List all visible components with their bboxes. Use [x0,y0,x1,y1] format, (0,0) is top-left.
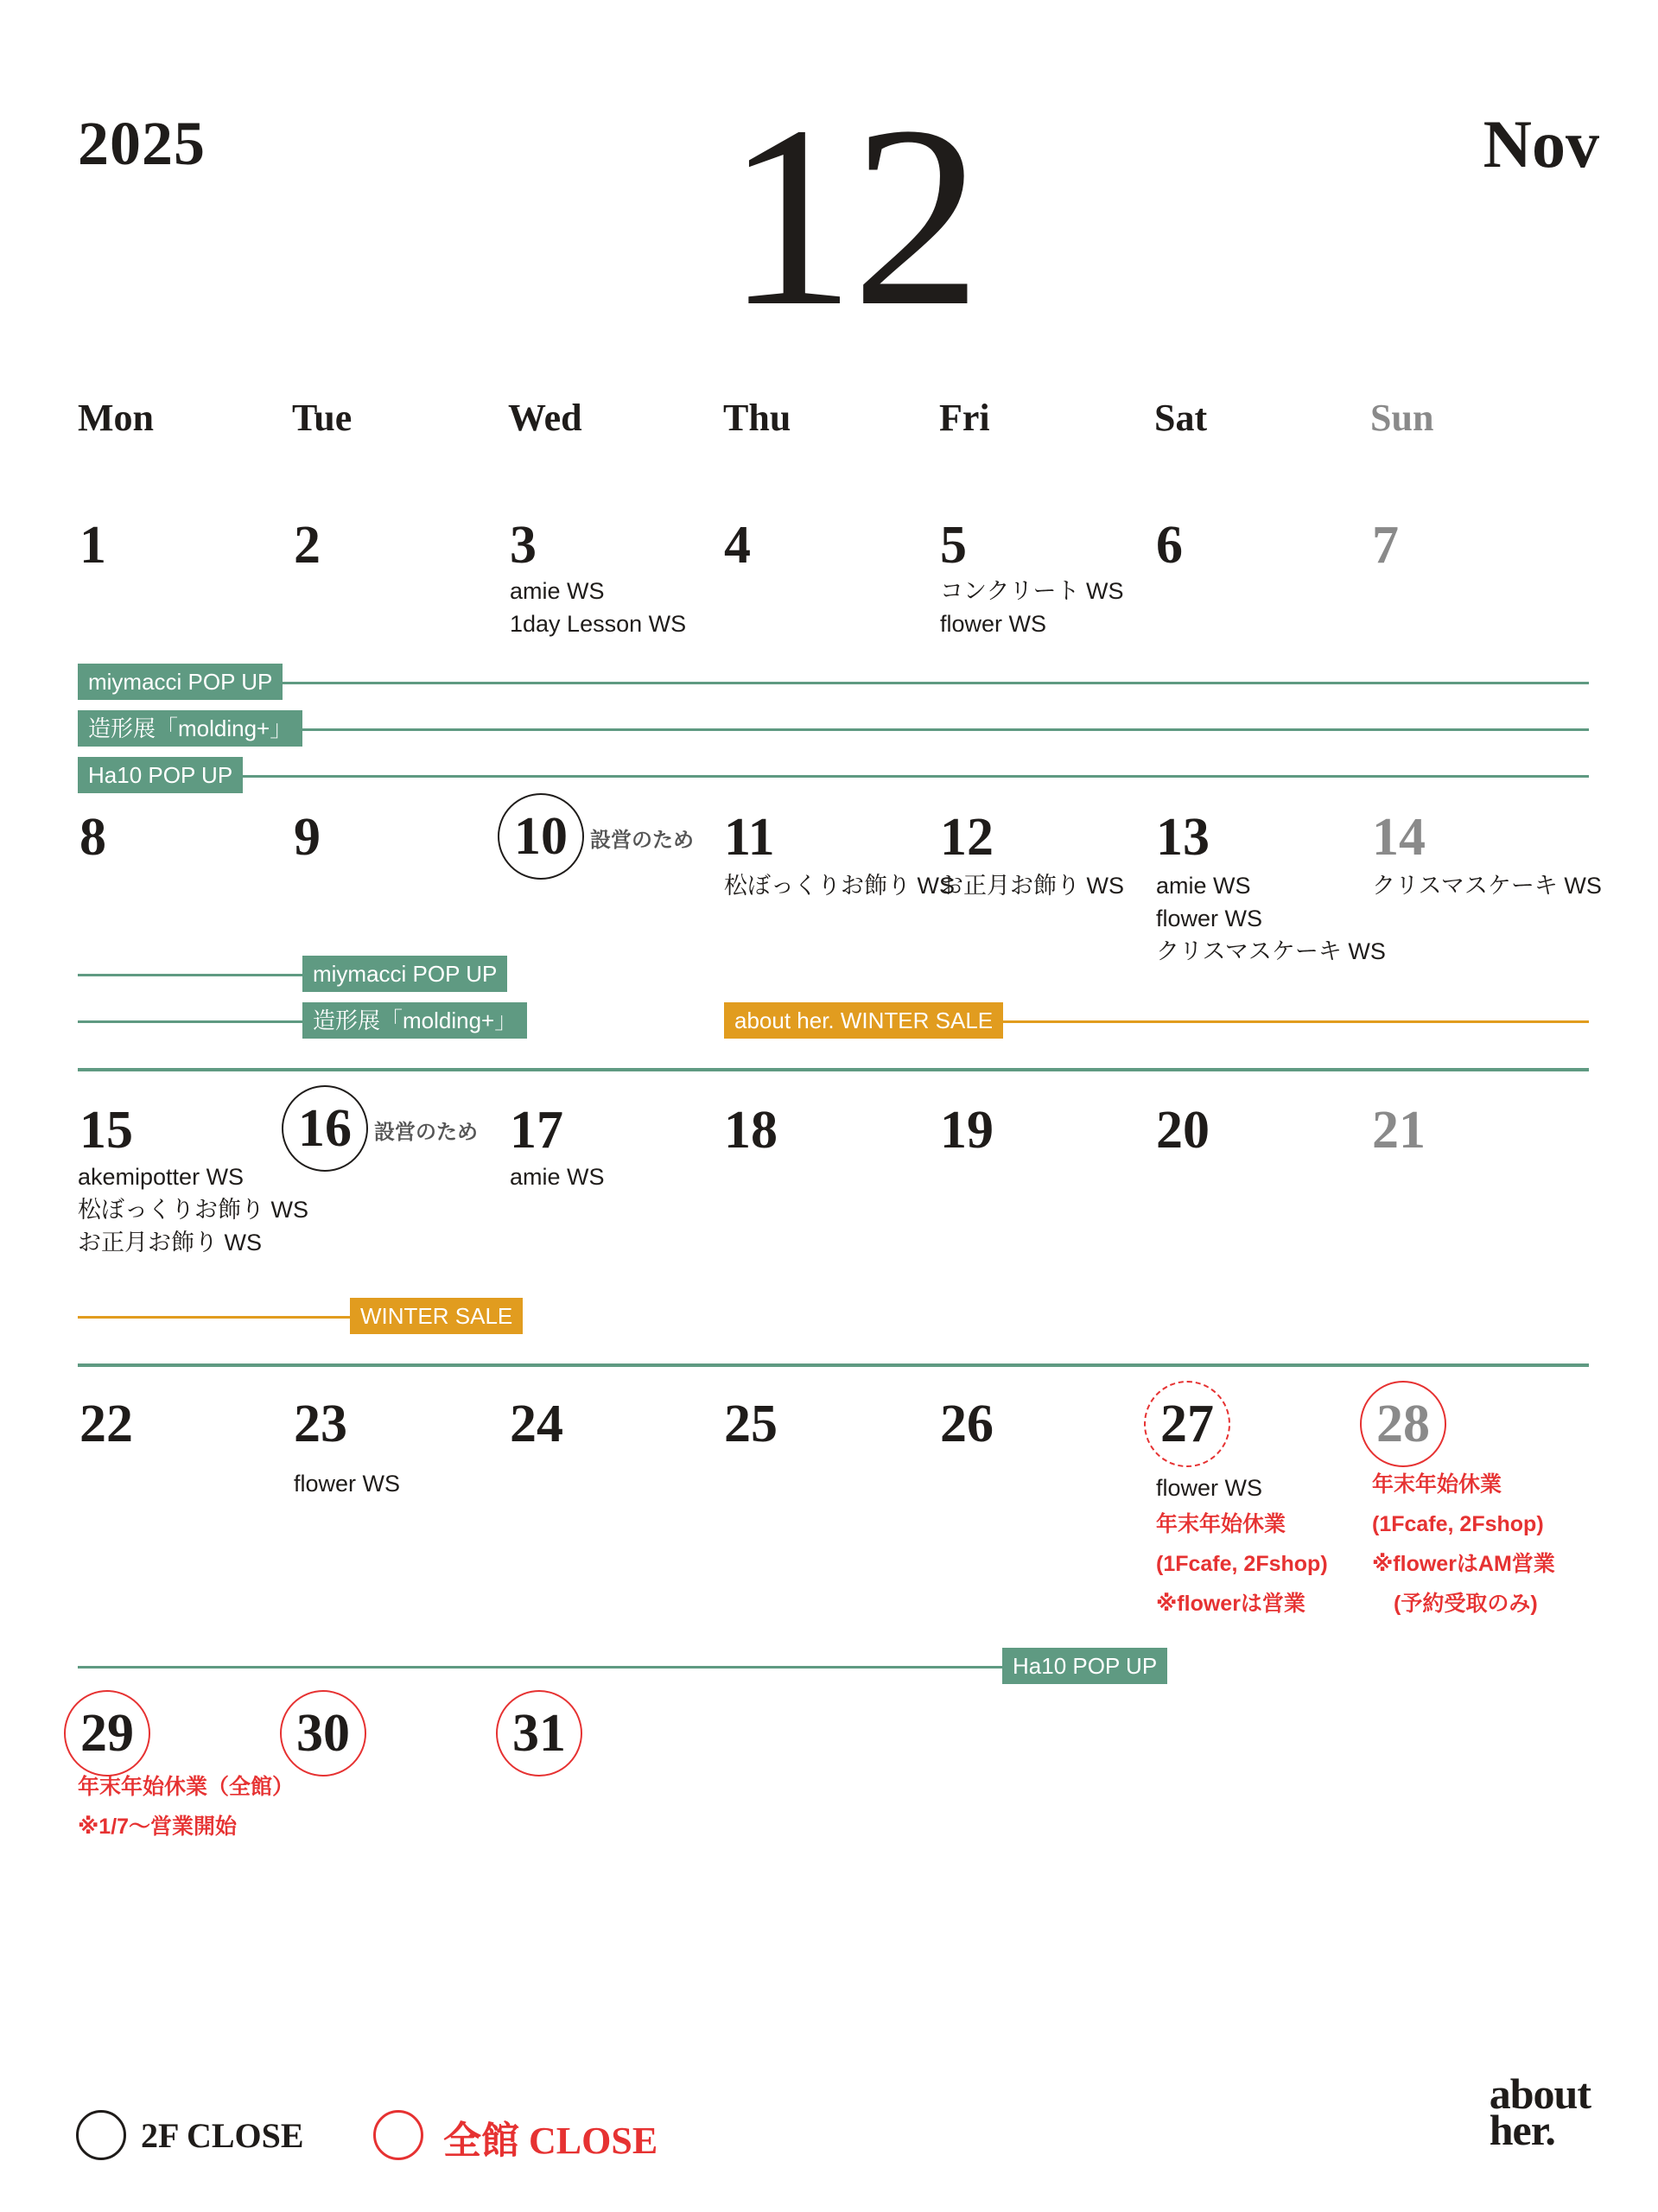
event-item: amie WS [510,578,605,604]
closed-2f-marker [282,1085,368,1172]
holiday-note: ※flowerはAM営業 [1372,1552,1555,1576]
weekday-fri: Fri [939,397,990,439]
next-month-link[interactable]: Nov [1483,106,1599,181]
holiday-note: ※1/7〜営業開始 [78,1815,238,1839]
bar-line-ha10-week1 [78,775,1589,778]
day-14: 14 [1372,808,1426,867]
day-6: 6 [1156,516,1183,575]
events-day-15 [78,1160,308,1259]
week-divider [78,1068,1589,1071]
day-2: 2 [294,516,321,575]
day-note: 設営のため [374,1121,478,1144]
closed-all-marker [280,1690,366,1777]
day-9: 9 [294,808,321,867]
holiday-note: ※flowerは営業 [1156,1592,1305,1616]
weekday-mon: Mon [78,397,154,439]
bar-line-molding-week1 [78,728,1589,731]
day-25: 25 [724,1395,778,1453]
event-item: クリスマスケーキ WS [1372,873,1602,899]
day-29: 29 [80,1704,134,1763]
holiday-note: (1Fcafe, 2Fshop) [1372,1512,1544,1536]
events-day-17 [510,1160,605,1193]
day-15: 15 [79,1101,133,1160]
event-item: 松ぼっくりお飾り WS [78,1197,308,1223]
bar-line-miymacci-week1 [78,682,1589,684]
day-30: 30 [296,1704,350,1763]
day-20: 20 [1156,1101,1210,1160]
holiday-notes-day-29 [78,1767,294,1847]
events-day-11 [724,869,955,902]
day-4: 4 [724,516,751,575]
legend-red-circle-icon [373,2110,423,2160]
legend-all-close: 全館 CLOSE [443,2120,658,2162]
events-day-13 [1156,869,1386,968]
bar-line-winter-sale-week2 [994,1020,1589,1023]
event-bar-winter-sale[interactable]: WINTER SALE [350,1298,523,1334]
event-bar-molding-exhibition[interactable]: 造形展「molding+」 [302,1002,527,1039]
event-item: 松ぼっくりお飾り WS [724,873,955,899]
day-1: 1 [79,516,106,575]
closed-all-marker [496,1690,582,1777]
brand-logo [1489,2069,1591,2154]
day-11: 11 [724,808,775,867]
bar-line-molding-week2 [78,1020,302,1023]
event-bar-winter-sale[interactable]: about her. WINTER SALE [724,1002,1003,1039]
weekday-thu: Thu [723,397,791,439]
day-18: 18 [724,1101,778,1160]
day-19: 19 [940,1101,994,1160]
bar-line-miymacci-week2 [78,974,302,976]
day-26: 26 [940,1395,994,1453]
event-bar-miymacci-popup[interactable]: miymacci POP UP [302,956,507,992]
holiday-notes-day-28 [1372,1465,1555,1624]
day-21: 21 [1372,1101,1426,1160]
logo-line-1: about [1489,2069,1591,2118]
holiday-notes-day-27 [1156,1504,1328,1624]
events-day-27 [1156,1471,1262,1504]
holiday-note: 年末年始休業 [1156,1512,1286,1536]
holiday-note: 年末年始休業 [1372,1472,1502,1497]
events-day-5 [940,575,1123,640]
day-10: 10 [514,807,568,866]
day-23: 23 [294,1395,347,1453]
bar-line-winter-sale-week3 [78,1316,350,1319]
weekday-sun: Sun [1370,397,1434,439]
weekday-wed: Wed [508,397,582,439]
events-day-3 [510,575,686,640]
current-month: 12 [726,73,978,359]
day-12: 12 [940,808,994,867]
event-bar-ha10-popup[interactable]: Ha10 POP UP [1002,1648,1167,1684]
year: 2025 [78,109,206,178]
event-item: amie WS [1156,873,1251,899]
events-day-23 [294,1467,400,1500]
day-16: 16 [298,1099,352,1158]
holiday-note: 年末年始休業（全館） [78,1775,295,1799]
partial-close-marker [1144,1381,1230,1467]
weekday-sat: Sat [1154,397,1208,439]
day-7: 7 [1372,516,1399,575]
event-item: コンクリート WS [940,578,1124,604]
event-item: 1day Lesson WS [510,611,687,637]
day-8: 8 [79,808,106,867]
day-13: 13 [1156,808,1210,867]
events-day-12 [940,869,1124,902]
holiday-note: (1Fcafe, 2Fshop) [1156,1552,1328,1576]
day-31: 31 [512,1704,566,1763]
event-item: お正月お飾り WS [78,1230,262,1255]
event-item: akemipotter WS [78,1164,245,1190]
weekday-tue: Tue [292,397,353,439]
event-item: flower WS [1156,906,1263,931]
week-divider [78,1363,1589,1367]
logo-line-2: her. [1489,2106,1555,2154]
event-item: flower WS [294,1471,401,1497]
event-item: amie WS [510,1164,605,1190]
event-bar-miymacci-popup[interactable]: miymacci POP UP [78,664,283,700]
closed-2f-marker [498,793,584,880]
event-item: flower WS [940,611,1047,637]
events-day-14 [1372,869,1602,902]
day-24: 24 [510,1395,563,1453]
day-17: 17 [510,1101,563,1160]
closed-all-marker [1360,1381,1446,1467]
event-bar-ha10-popup[interactable]: Ha10 POP UP [78,757,243,793]
day-3: 3 [510,516,537,575]
day-28: 28 [1376,1395,1430,1453]
closed-all-marker [64,1690,150,1777]
legend-2f-close: 2F CLOSE [141,2116,304,2155]
day-22: 22 [79,1395,133,1453]
event-bar-molding-exhibition[interactable]: 造形展「molding+」 [78,710,302,747]
event-item: flower WS [1156,1475,1263,1501]
bar-line-ha10-week4 [78,1666,1002,1669]
event-item: クリスマスケーキ WS [1156,938,1386,964]
day-27: 27 [1160,1395,1214,1453]
day-5: 5 [940,516,967,575]
holiday-note: (予約受取のみ) [1372,1592,1538,1616]
day-note: 設営のため [590,829,694,852]
event-item: お正月お飾り WS [940,873,1124,899]
legend-black-circle-icon [76,2110,126,2160]
